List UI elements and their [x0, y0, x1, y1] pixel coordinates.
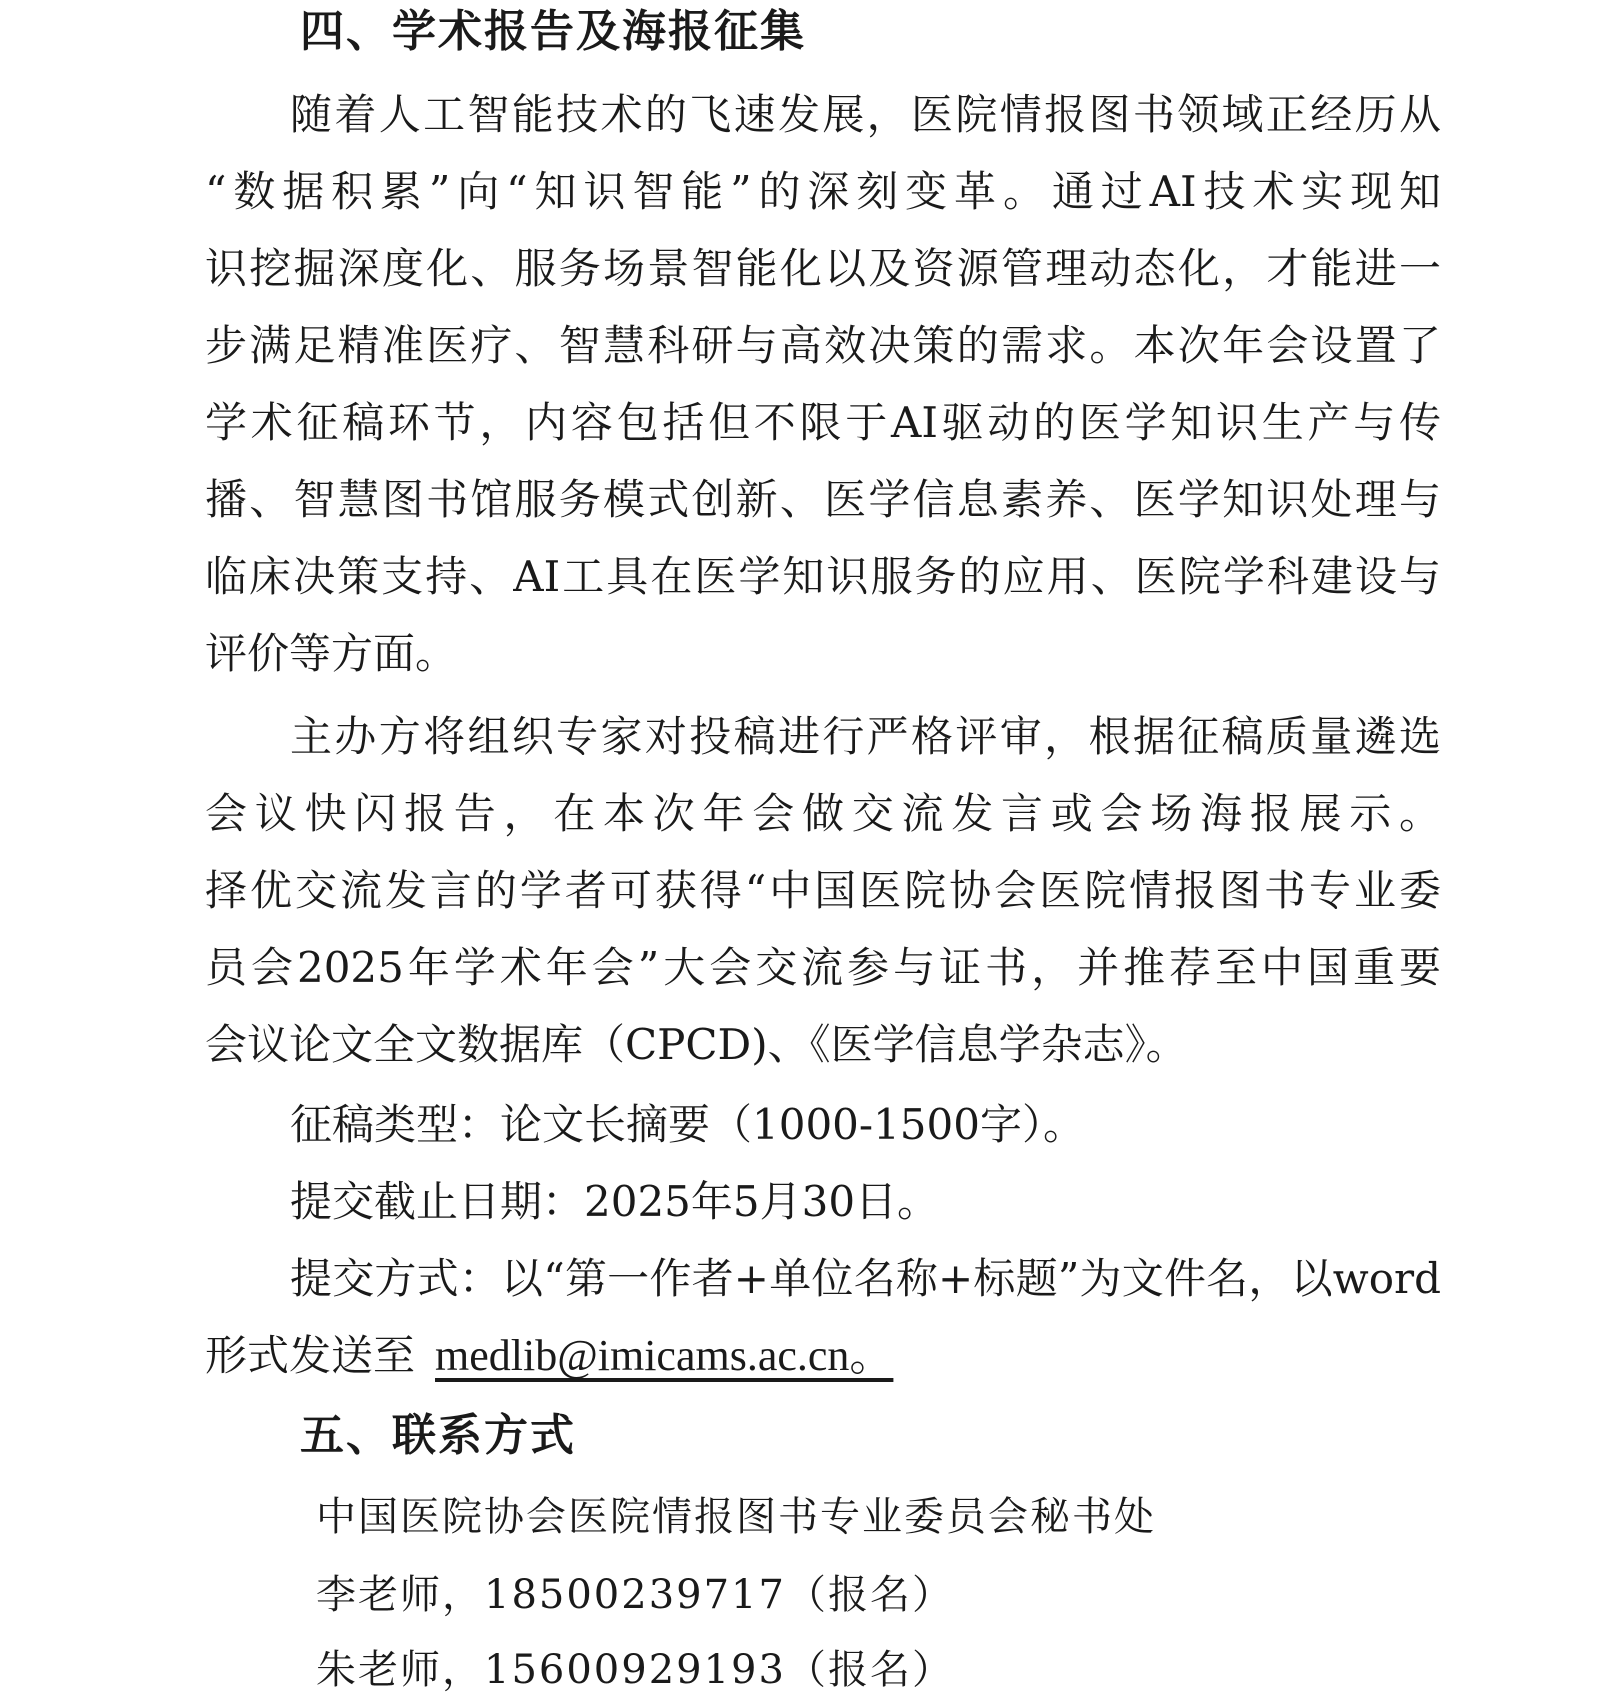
submission-method — [205, 1240, 1441, 1394]
contact-organization: 中国医院协会医院情报图书专业委员会秘书处 — [316, 1494, 1156, 1540]
paragraph-line: 识挖掘深度化、服务场景智能化以及资源管理动态化，才能进一 — [205, 244, 1441, 293]
submission-method-prefix: 形式发送至 — [205, 1331, 416, 1380]
paragraph-line: 择优交流发言的学者可获得“中国医院协会医院情报图书专业委 — [205, 866, 1441, 915]
contact-person-2: 朱老师，15600929193（报名） — [316, 1647, 954, 1693]
submission-deadline: 提交截止日期：2025年5月30日。 — [290, 1177, 940, 1226]
paragraph-line: 播、智慧图书馆服务模式创新、医学信息素养、医学知识处理与 — [205, 475, 1441, 524]
section-4-heading: 四、学术报告及海报征集 — [300, 6, 806, 57]
paragraph-line: 提交方式：以“第一作者+单位名称+标题”为文件名，以word — [290, 1254, 1441, 1303]
paragraph-line — [205, 1317, 1441, 1394]
section-5-heading: 五、联系方式 — [300, 1410, 576, 1461]
submission-type: 征稿类型：论文长摘要（1000-1500字）。 — [290, 1100, 1085, 1149]
submission-email-link[interactable]: medlib@imicams.ac.cn。 — [435, 1331, 894, 1380]
section-4-paragraph-2 — [205, 698, 1441, 1083]
contact-person-1: 李老师，18500239717（报名） — [316, 1572, 954, 1618]
section-4-paragraph-1 — [205, 76, 1441, 692]
paragraph-line: 评价等方面。 — [205, 629, 458, 678]
paragraph-line: 会议快闪报告，在本次年会做交流发言或会场海报展示。 — [205, 789, 1441, 838]
paragraph-line: 会议论文全文数据库（CPCD)、《医学信息学杂志》。 — [205, 1020, 1188, 1069]
paragraph-line: 随着人工智能技术的飞速发展，医院情报图书领域正经历从 — [290, 90, 1441, 139]
paragraph-line: 主办方将组织专家对投稿进行严格评审，根据征稿质量遴选 — [290, 712, 1441, 761]
paragraph-line: 临床决策支持、AI工具在医学知识服务的应用、医院学科建设与 — [205, 552, 1441, 601]
paragraph-line: 员会2025年学术年会”大会交流参与证书，并推荐至中国重要 — [205, 943, 1441, 992]
paragraph-line: 步满足精准医疗、智慧科研与高效决策的需求。本次年会设置了 — [205, 321, 1441, 370]
paragraph-line: 学术征稿环节，内容包括但不限于AI驱动的医学知识生产与传 — [205, 398, 1441, 447]
paragraph-line: “数据积累”向“知识智能”的深刻变革。通过AI技术实现知 — [205, 167, 1441, 216]
